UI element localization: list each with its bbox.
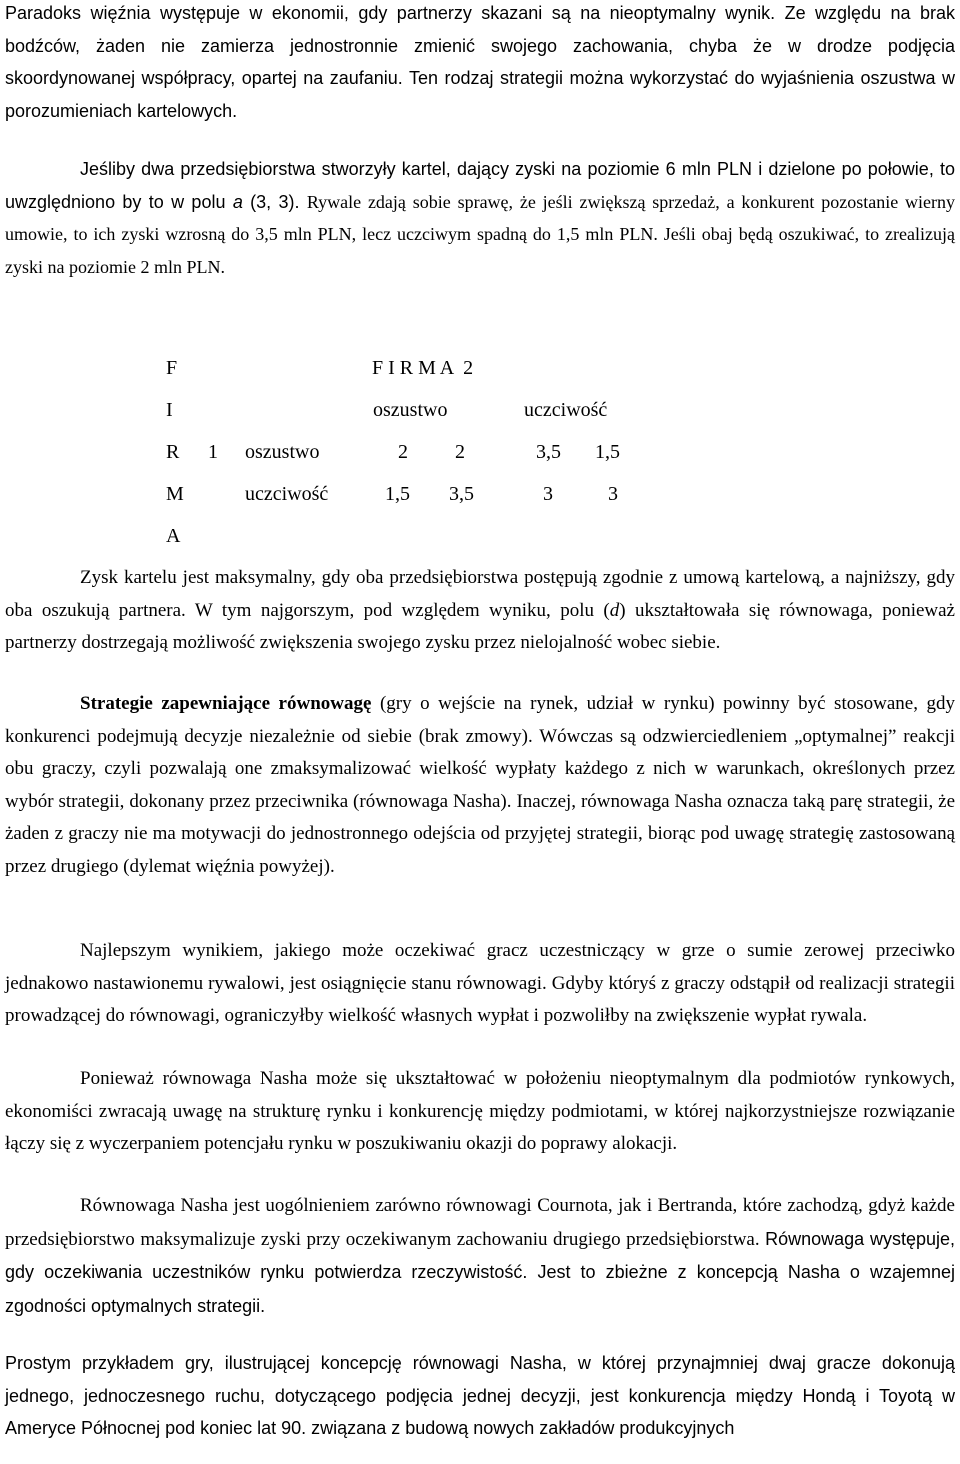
paragraph-text: (3, 3).	[242, 191, 307, 212]
paragraph-honda-toyota: Prostym przykładem gry, ilustrującej koncepcję równowagi Nasha, w której przynajmniej dwaj gracze dokonują jednego, jednoczesnego ruchu, dotyczącego podjęcia jednej decyzji, jest konkurencja między Hondą i Toyotą w Ameryce Północnej pod koniec lat 90. związana z budową nowych zakładów produkcyjnych	[5, 1353, 955, 1438]
paragraph-prisoners-dilemma: Paradoks więźnia występuje w ekonomii, gdy partnerzy skazani są na nieoptymalny wynik. Ze względu na brak bodźców, żaden nie zamierza jednostronnie zmienić swojego zachowania, chyba że w drodze podjęcia skoordynowanej współpracy, opartej na zaufaniu. Ten rodzaj strategii można wykorzystać do wyjaśnienia oszustwa w porozumieniach kartelowych.	[5, 3, 955, 121]
firma1-letter: F	[166, 357, 178, 379]
paragraph-text: Równowaga występuje, gdy oczekiwania uczestników rynku potwierdza rzeczywistość. Jest to zbieżne z koncepcją Nasha o wzajemnej zgodności optymalnych strategii.	[5, 1228, 956, 1316]
column-header-oszustwo: oszustwo	[373, 399, 448, 421]
column-header-uczciwosc: uczciwość	[524, 399, 608, 421]
paragraph-equilibrium-strategies	[5, 688, 955, 883]
payoff-value: 2	[398, 441, 408, 463]
payoff-matrix	[0, 350, 960, 550]
firma1-letter: M	[166, 483, 184, 505]
paragraph-best-result: Najlepszym wynikiem, jakiego może oczekiwać gracz uczestniczący w grze o sumie zerowej przeciwko jednakowo nastawionemu rywalowi, jest osiągnięcie stanu równowagi. Gdyby któryś z graczy odstąpił od realizacji strategii prowadzącej do równowagi, ograniczyłby wielkość własnych wypłat i pozwoliłby na zwiększenie wypłat rywala.	[5, 940, 955, 1026]
paragraph-text: (gry o wejście na rynek, udział w rynku) powinny być stosowane, gdy konkurenci podejmują decyzje niezależnie od siebie (brak zmowy). Wówczas są odzwierciedleniem „optymalnej” reakcji obu graczy, czyli pozwalają one zmaksymalizować wielkość wypłaty każdego z nich w warunkach, określonych przez wybór strategii, dokonany przez przeciwnika (równowaga Nasha). Inaczej, równowaga Nasha oznacza taką parę strategii, że żaden z graczy nie ma motywacji do jednostronnego odejścia od przyjętej strategii, biorąc pod uwagę strategię zastosowaną przez drugiego (dylemat więźnia powyżej).	[5, 693, 955, 877]
paragraph-cournot-bertrand	[5, 1190, 955, 1323]
paragraph-market-structure: Ponieważ równowaga Nasha może się ukształtować w położeniu nieoptymalnym dla podmiotów rynkowych, ekonomiści zwracają uwagę na strukturę rynku i konkurencję między podmiotami, w której najkorzystniejsze rozwiązanie łączy się z wyczerpaniem potencjału rynku w poszukiwaniu okazji do poprawy alokacji.	[5, 1068, 955, 1154]
paragraph-text: Równowaga Nasha jest uogólnieniem zarówno równowagi Cournota, jak i Bertranda, które zachodzą, gdyż każde przedsiębiorstwo maksymalizuje zyski przy oczekiwanym zachowaniu drugiego przedsiębiorstwa.	[5, 1195, 955, 1250]
firma1-letter: R	[166, 441, 180, 463]
firma1-letter: I	[166, 399, 173, 421]
payoff-value: 3,5	[449, 483, 474, 505]
bold-term: Strategie zapewniające równowagę	[80, 693, 372, 714]
payoff-value: 3,5	[536, 441, 561, 463]
paragraph-text: Zysk kartelu jest maksymalny, gdy oba przedsiębiorstwa postępują zgodnie z umową kartelową, a najniższy, gdy oba oszukują partnera. W tym najgorszym, pod względem wyniku, polu (	[5, 567, 955, 621]
payoff-value: 3	[543, 483, 553, 505]
paragraph-cartel-example	[5, 153, 955, 283]
paragraph-text: Jeśliby dwa przedsiębiorstwa stworzyły kartel, dający zyski na poziomie 6 mln PLN i dzielone po połowie, to uwzględniono by to w polu	[5, 159, 955, 212]
paragraph-text: ) ukształtowała się równowaga, ponieważ partnerzy dostrzegają możliwość zwiększenia swojego zysku przez nielojalność wobec siebie.	[5, 599, 955, 653]
firma1-letter: A	[166, 525, 181, 547]
firma2-header: F I R M A 2	[372, 357, 474, 379]
paragraph-cartel-profit	[5, 562, 955, 660]
paragraph-text: Rywale zdają sobie sprawę, że jeśli zwiększą sprzedaż, a konkurent pozostanie wierny umowie, to ich zyski wzrosną do 3,5 mln PLN, lecz uczciwym spadną do 1,5 mln PLN. Jeśli obaj będą oszukiwać, to zrealizują zyski na poziomie 2 mln PLN.	[5, 191, 956, 277]
field-label-d: d	[609, 599, 620, 621]
payoff-value: 2	[455, 441, 465, 463]
payoff-value: 3	[608, 483, 618, 505]
field-label-a: a	[232, 191, 243, 212]
row-label-uczciwosc: uczciwość	[245, 483, 329, 505]
row-label-oszustwo: oszustwo	[245, 441, 320, 463]
payoff-value: 1,5	[595, 441, 620, 463]
firma1-number: 1	[208, 441, 218, 463]
payoff-value: 1,5	[385, 483, 410, 505]
